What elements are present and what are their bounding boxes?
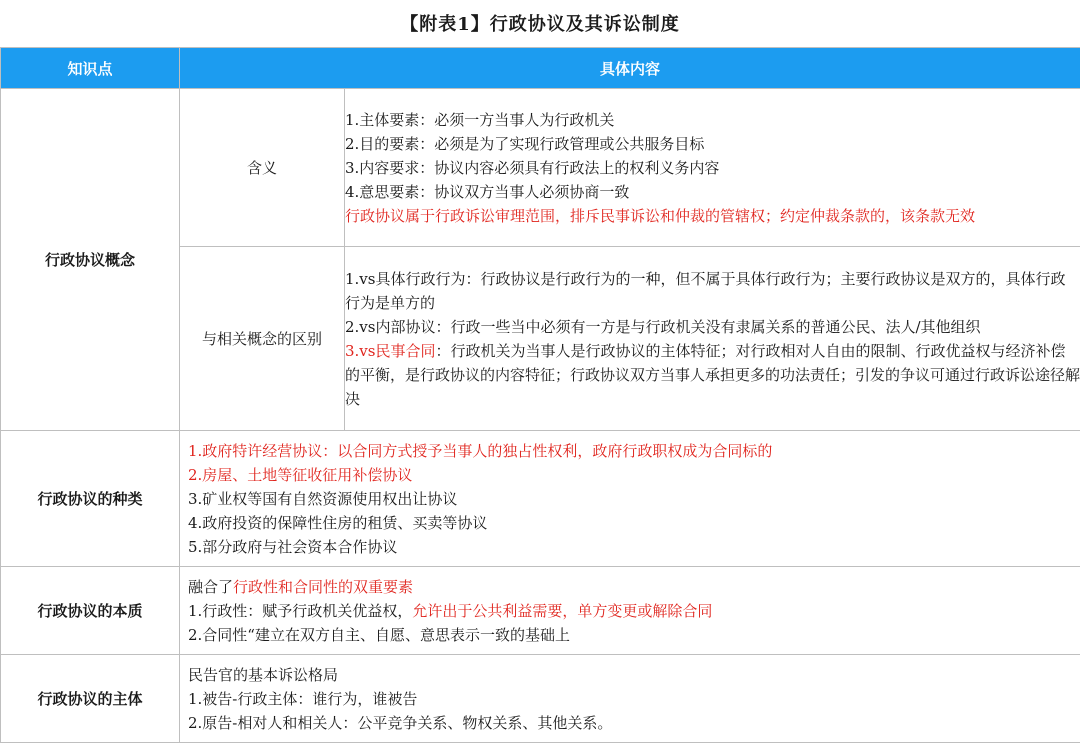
civil-contract-text: ：行政机关为当事人是行政协议的主体特征；对行政相对人自由的限制、行政优益权与经济补偿的平衡，是行政协议的内容特征；行政协议双方当事人承担更多的功法责任；引发的争议可通过行政诉讼途径解决 xyxy=(345,341,1080,408)
list-item: 2.vs内部协议：行政一些当中必须有一方是与行政机关没有隶属关系的普通公民、法人/其他组织 xyxy=(345,317,981,336)
list-item xyxy=(345,339,1080,411)
distinction-label: 与相关概念的区别 xyxy=(180,247,345,431)
meaning-content xyxy=(345,89,1080,247)
subject-label: 行政协议的主体 xyxy=(1,655,180,743)
subject-content xyxy=(180,655,1080,743)
nature-emphasis: 行政性和合同性的双重要素 xyxy=(233,577,414,596)
list-item xyxy=(188,575,1080,599)
meaning-note: 行政协议属于行政诉讼审理范围，排斥民事诉讼和仲裁的管辖权；约定仲裁条款的，该条款无效 xyxy=(345,206,976,225)
list-item: 5.部分政府与社会资本合作协议 xyxy=(188,537,398,556)
list-item: 1.政府特许经营协议：以合同方式授予当事人的独占性权利，政府行政职权成为合同标的 xyxy=(188,441,773,460)
concept-label: 行政协议概念 xyxy=(1,89,180,431)
list-item: 2.原告-相对人和相关人：公平竞争关系、物权关系、其他关系。 xyxy=(188,713,613,732)
knowledge-table xyxy=(0,47,1080,743)
list-item: 2.房屋、土地等征收征用补偿协议 xyxy=(188,465,413,484)
list-item: 2.合同性“建立在双方自主、自愿、意思表示一致的基础上 xyxy=(188,625,570,644)
types-label: 行政协议的种类 xyxy=(1,431,180,567)
list-item: 3.内容要求：协议内容必须具有行政法上的权利义务内容 xyxy=(345,158,720,177)
nature-content xyxy=(180,567,1080,655)
meaning-label: 含义 xyxy=(180,89,345,247)
table-row xyxy=(1,431,1080,567)
table-row xyxy=(1,567,1080,655)
nature-admin-emphasis: 允许出于公共利益需要，单方变更或解除合同 xyxy=(412,601,713,620)
table-header-row xyxy=(1,48,1080,89)
nature-admin-text: 1.行政性：赋予行政机关优益权， xyxy=(188,601,413,620)
list-item: 1.vs具体行政行为：行政协议是行政行为的一种，但不属于具体行政行为；主要行政协议是双方的，具体行政行为是单方的 xyxy=(345,269,1066,312)
nature-label: 行政协议的本质 xyxy=(1,567,180,655)
nature-intro: 融合了 xyxy=(188,577,234,596)
list-item: 1.被告-行政主体：谁行为，谁被告 xyxy=(188,689,418,708)
civil-contract-label: 3.vs民事合同 xyxy=(345,341,436,360)
list-item: 4.政府投资的保障性住房的租赁、买卖等协议 xyxy=(188,513,488,532)
header-knowledge-point: 知识点 xyxy=(1,48,180,89)
list-item: 3.矿业权等国有自然资源使用权出让协议 xyxy=(188,489,458,508)
table-row xyxy=(1,655,1080,743)
header-details: 具体内容 xyxy=(180,48,1080,89)
list-item xyxy=(188,599,1080,623)
types-content xyxy=(180,431,1080,567)
list-item: 1.主体要素：必须一方当事人为行政机关 xyxy=(345,110,615,129)
table-title: 【附表1】行政协议及其诉讼制度 xyxy=(400,14,680,35)
table-row xyxy=(1,89,1080,247)
list-item: 4.意思要素：协议双方当事人必须协商一致 xyxy=(345,182,630,201)
list-item: 民告官的基本诉讼格局 xyxy=(188,665,339,684)
distinction-content xyxy=(345,247,1080,431)
list-item: 2.目的要素：必须是为了实现行政管理或公共服务目标 xyxy=(345,134,705,153)
